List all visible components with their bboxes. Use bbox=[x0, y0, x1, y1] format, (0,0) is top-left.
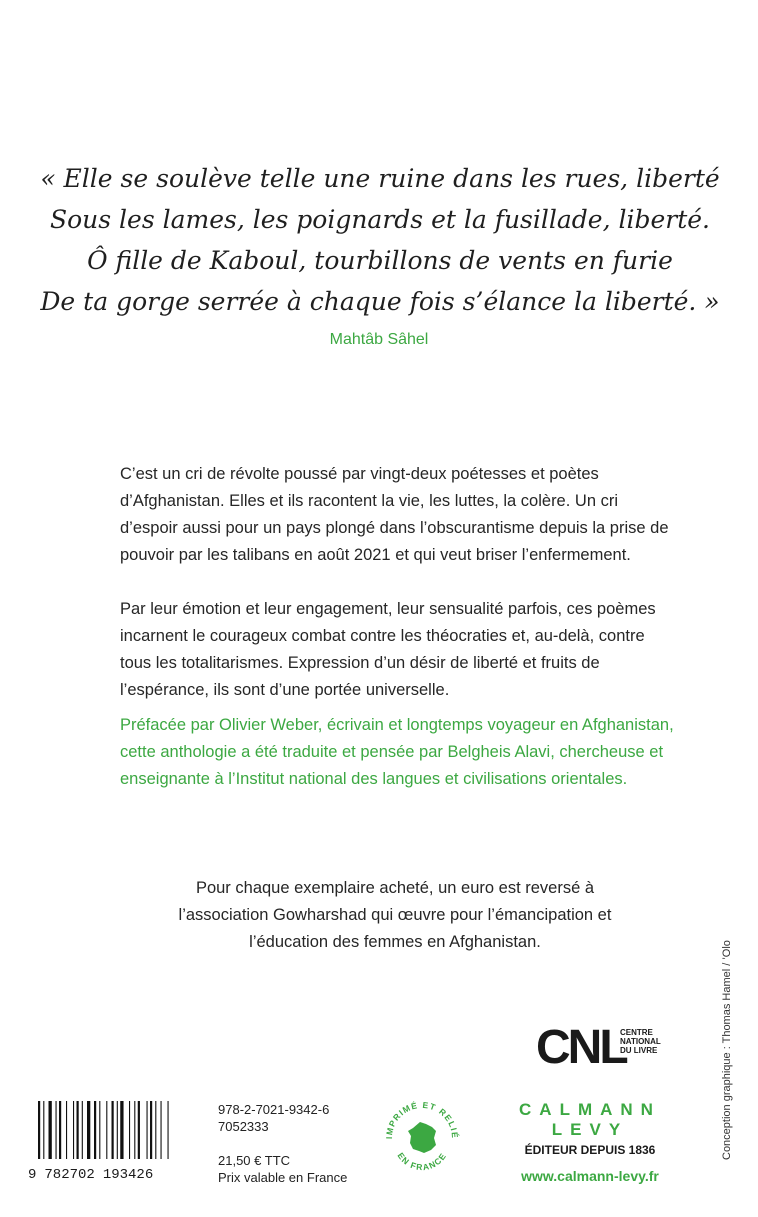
barcode-bar bbox=[129, 1101, 130, 1159]
barcode-bar bbox=[106, 1101, 107, 1159]
cnl-fullname bbox=[620, 1028, 661, 1055]
barcode-bar bbox=[59, 1101, 61, 1159]
barcode-bar bbox=[94, 1101, 96, 1159]
epigraph-poem bbox=[40, 158, 720, 322]
barcode-group-1: 782702 bbox=[44, 1167, 95, 1183]
barcode-bar bbox=[56, 1101, 57, 1159]
made-in-france-seal bbox=[382, 1098, 462, 1178]
barcode-bar bbox=[120, 1101, 123, 1159]
price-amount: 21,50 € TTC bbox=[218, 1153, 291, 1168]
barcode-digit-first: 9 bbox=[28, 1167, 37, 1183]
poem-author: Mahtâb Sâhel bbox=[329, 331, 429, 348]
poem-line: Sous les lames, les poignards et la fusillade, liberté. bbox=[49, 205, 711, 234]
barcode-group-2: 193426 bbox=[102, 1167, 154, 1183]
publisher-name-line-2: LEVY bbox=[551, 1120, 629, 1139]
publisher-tagline: ÉDITEUR DEPUIS 1836 bbox=[524, 1143, 656, 1157]
barcode-bar bbox=[134, 1101, 135, 1159]
barcode-bar bbox=[155, 1101, 156, 1159]
preface-paragraph: Préfacée par Olivier Weber, écrivain et longtemps voyageur en Afghanistan, cette anthologie a été traduite et pensée par Belgheis Alavi, chercheuse et enseignante à l’Institut national des langues et civilisations orientales. bbox=[120, 716, 674, 788]
barcode-bar bbox=[49, 1101, 52, 1159]
barcode-bar bbox=[161, 1101, 162, 1159]
barcode-bar bbox=[138, 1101, 140, 1159]
barcode-bar bbox=[66, 1101, 67, 1159]
cnl-line: DU LIVRE bbox=[620, 1046, 658, 1055]
barcode-bar bbox=[77, 1101, 79, 1159]
poem-line: De ta gorge serrée à chaque fois s’élance la liberté. » bbox=[40, 287, 720, 316]
barcode-bar bbox=[117, 1101, 118, 1159]
barcode-bar bbox=[147, 1101, 148, 1159]
poem-line: Ô fille de Kaboul, tourbillons de vents en furie bbox=[87, 246, 673, 275]
barcode-bar bbox=[73, 1101, 74, 1159]
cnl-line: NATIONAL bbox=[620, 1037, 661, 1046]
barcode-bar bbox=[87, 1101, 90, 1159]
svg-text:EN FRANCE bbox=[395, 1151, 448, 1173]
summary-paragraph-2: Par leur émotion et leur engagement, leur sensualité parfois, ces poèmes incarnent le courageux combat contre les théocraties et, au-delà, contre tous les totalitarismes. Expression d’un désir de liberté et fruits de l’espérance, ils sont d’une portée universelle. bbox=[120, 600, 656, 699]
publisher-website-link[interactable]: www.calmann-levy.fr bbox=[521, 1168, 659, 1184]
design-credit: Conception graphique : Thomas Hamel / ’Olo bbox=[721, 940, 733, 1160]
publisher-name-line-1: CALMANN bbox=[519, 1100, 661, 1119]
cnl-letters: CNL bbox=[536, 1021, 626, 1074]
barcode-bar bbox=[150, 1101, 152, 1159]
barcode-digits bbox=[28, 1167, 213, 1183]
publisher-logo bbox=[515, 1100, 665, 1140]
cnl-logo bbox=[536, 1021, 676, 1076]
poem-line: « Elle se soulève telle une ruine dans les rues, liberté bbox=[40, 164, 720, 193]
seal-top-text: IMPRIMÉ ET RELIÉ bbox=[383, 1099, 461, 1140]
cnl-line: CENTRE bbox=[620, 1028, 653, 1037]
price-note: Prix valable en France bbox=[218, 1170, 348, 1185]
barcode-bar bbox=[82, 1101, 83, 1159]
isbn-code: 7052333 bbox=[218, 1119, 269, 1134]
barcode-bar bbox=[112, 1101, 114, 1159]
seal-bottom-text: EN FRANCE bbox=[395, 1150, 449, 1173]
barcode-bar bbox=[99, 1101, 100, 1159]
summary-paragraph-1: C’est un cri de révolte poussé par vingt-deux poétesses et poètes d’Afghanistan. Elles et ils racontent la vie, les luttes, la colère. Un cri d’espoir aussi pour un pays plongé dans l’obscurantisme depuis la prise de pouvoir par les talibans en août 2021 et qui veut briser l’enfermement. bbox=[120, 465, 669, 564]
price-block bbox=[218, 1152, 347, 1186]
isbn-number: 978-2-7021-9342-6 bbox=[218, 1102, 330, 1117]
isbn-block bbox=[218, 1101, 329, 1135]
barcode-bar bbox=[43, 1101, 44, 1159]
france-map-icon bbox=[408, 1122, 436, 1153]
barcode bbox=[38, 1101, 208, 1159]
barcode-bar bbox=[38, 1101, 40, 1159]
barcode-bar bbox=[168, 1101, 169, 1159]
donation-paragraph: Pour chaque exemplaire acheté, un euro est reversé à l’association Gowharshad qui œuvre pour l’émancipation et l’éducation des femmes en Afghanistan. bbox=[178, 879, 612, 951]
